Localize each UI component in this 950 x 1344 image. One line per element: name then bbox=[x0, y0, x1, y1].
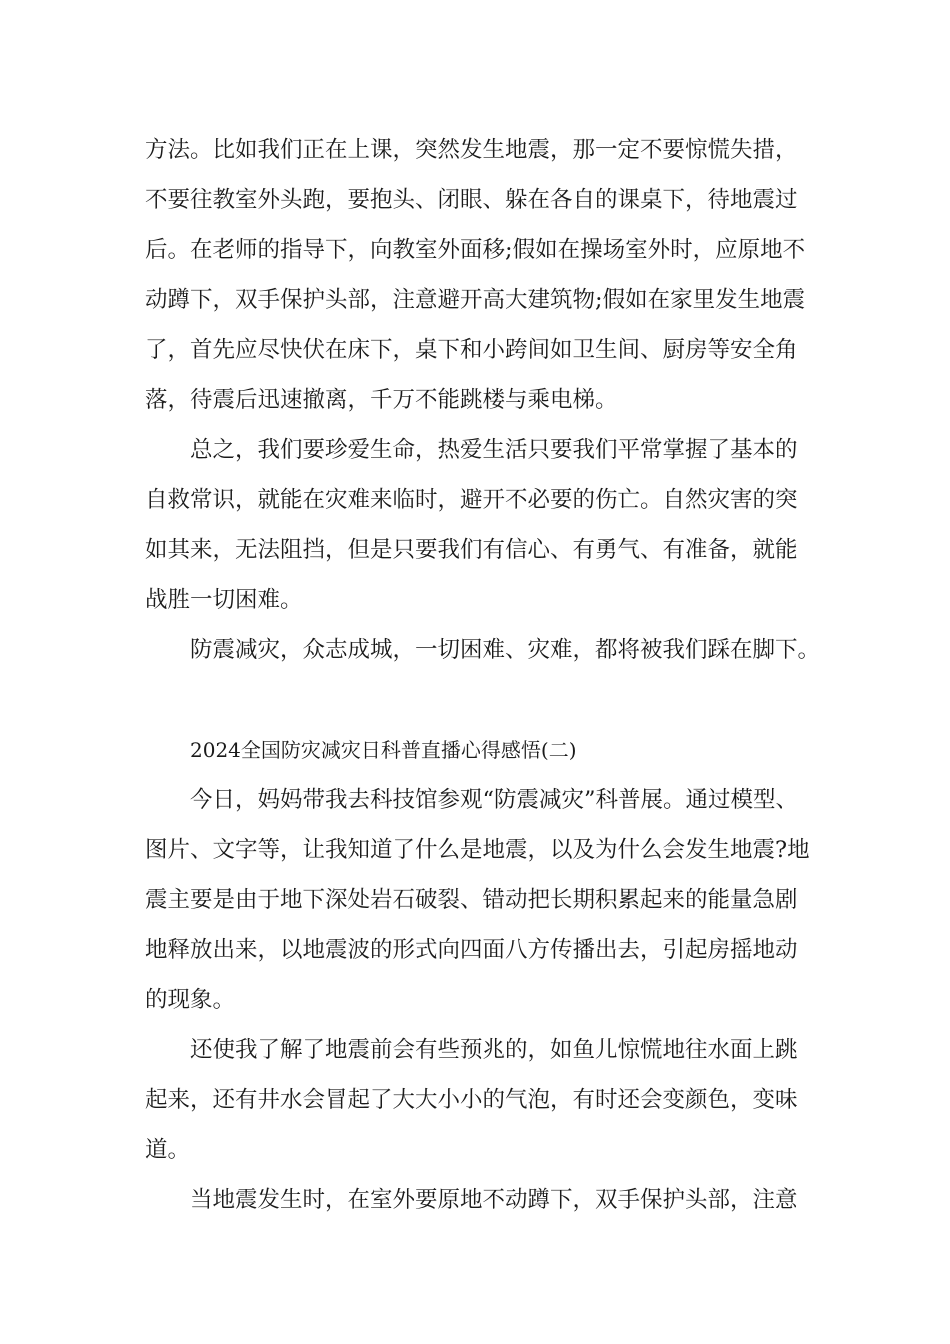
text-line: 起来，还有井水会冒起了大大小小的气泡，有时还会变颜色，变味 bbox=[145, 1087, 798, 1113]
paragraph-first-line: 防震减灾，众志成城，一切困难、灾难，都将被我们踩在脚下。 bbox=[190, 637, 821, 663]
text-line: 的现象。 bbox=[145, 987, 236, 1013]
text-line: 方法。比如我们正在上课，突然发生地震，那一定不要惊慌失措， bbox=[145, 137, 798, 163]
text-line: 不要往教室外头跑，要抱头、闭眼、躲在各自的课桌下，待地震过 bbox=[145, 187, 798, 213]
text-line: 落，待震后迅速撤离，千万不能跳楼与乘电梯。 bbox=[145, 387, 618, 413]
text-line: 后。在老师的指导下，向教室外面移;假如在操场室外时，应原地不 bbox=[145, 237, 806, 263]
text-line: 动蹲下，双手保护头部，注意避开高大建筑物;假如在家里发生地震 bbox=[145, 287, 806, 313]
text-line: 道。 bbox=[145, 1137, 191, 1163]
section-heading: 2024全国防灾减灾日科普直播心得感悟(二) bbox=[190, 738, 577, 762]
paragraph-first-line: 总之，我们要珍爱生命，热爱生活只要我们平常掌握了基本的 bbox=[190, 437, 798, 463]
text-line: 地释放出来，以地震波的形式向四面八方传播出去，引起房摇地动 bbox=[145, 937, 798, 963]
text-line: 如其来，无法阻挡，但是只要我们有信心、有勇气、有准备，就能 bbox=[145, 537, 798, 563]
paragraph-first-line: 今日，妈妈带我去科技馆参观“防震减灾”科普展。通过模型、 bbox=[190, 787, 799, 813]
paragraph-first-line: 还使我了解了地震前会有些预兆的，如鱼儿惊慌地往水面上跳 bbox=[190, 1037, 798, 1063]
text-line: 图片、文字等，让我知道了什么是地震，以及为什么会发生地震?地 bbox=[145, 837, 810, 863]
paragraph-first-line: 当地震发生时，在室外要原地不动蹲下，双手保护头部，注意 bbox=[190, 1187, 798, 1213]
text-line: 自救常识，就能在灾难来临时，避开不必要的伤亡。自然灾害的突 bbox=[145, 487, 798, 513]
text-line: 战胜一切困难。 bbox=[145, 587, 303, 613]
text-line: 震主要是由于地下深处岩石破裂、错动把长期积累起来的能量急剧 bbox=[145, 887, 798, 913]
text-line: 了，首先应尽快伏在床下，桌下和小跨间如卫生间、厨房等安全角 bbox=[145, 337, 798, 363]
